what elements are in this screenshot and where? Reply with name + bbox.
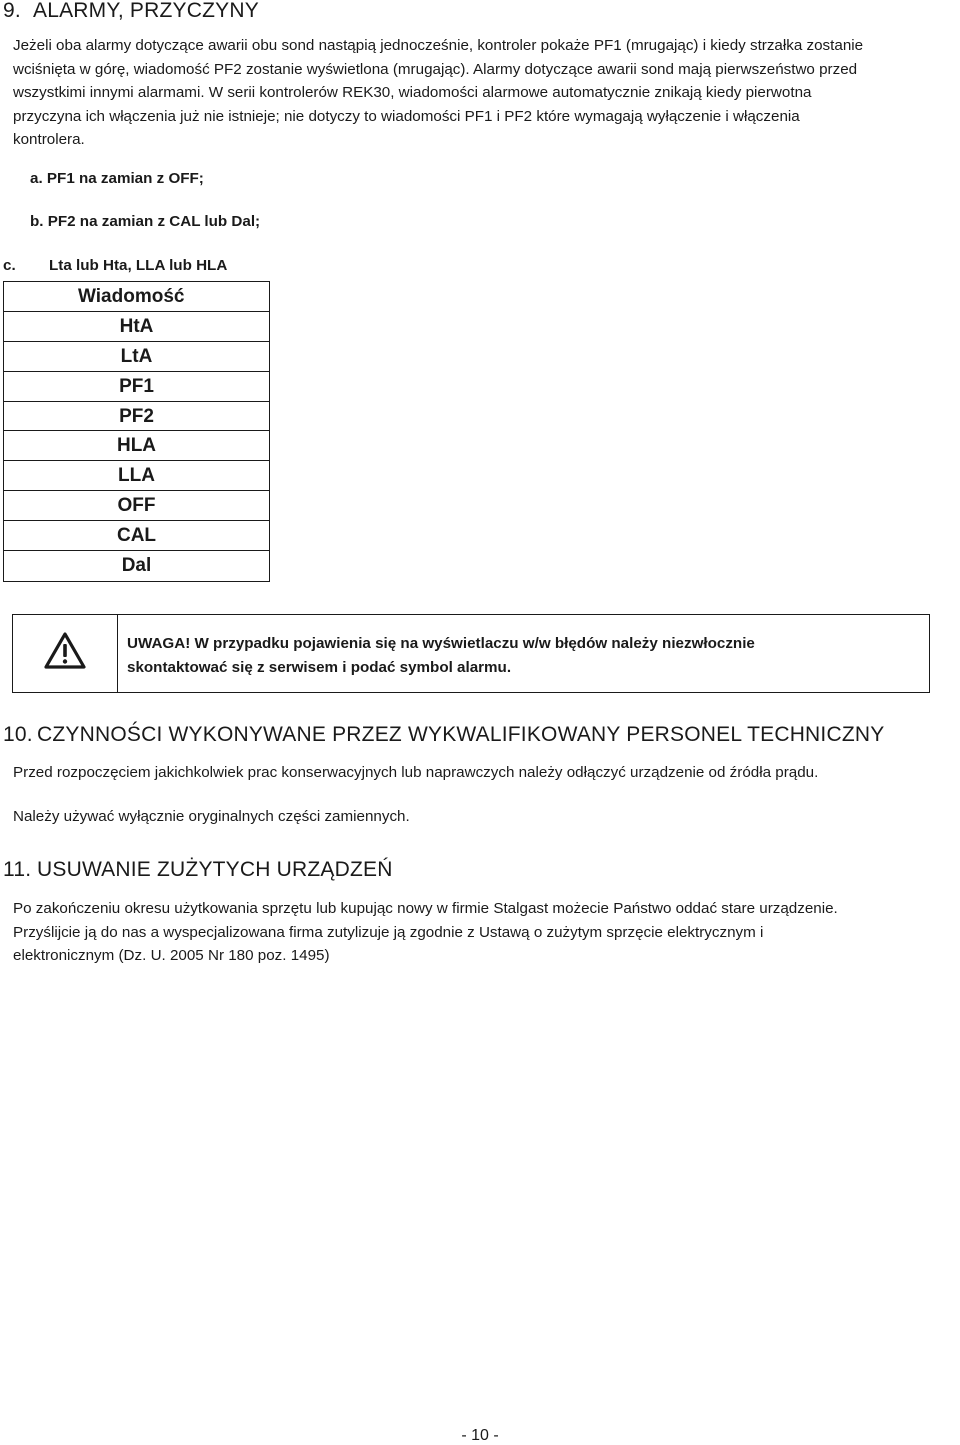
warning-box xyxy=(12,614,930,693)
section-11-number: 11. xyxy=(3,858,32,881)
list-item-c xyxy=(3,257,227,274)
paragraph-line: elektronicznym (Dz. U. 2005 Nr 180 poz. 1495) xyxy=(13,947,330,964)
message-table xyxy=(3,281,270,582)
list-item-text: PF1 na zamian z OFF; xyxy=(46,170,204,187)
message-table-row: LLA xyxy=(4,461,269,491)
warning-triangle-icon xyxy=(43,631,87,671)
list-item-text: Lta lub Hta, LLA lub HLA xyxy=(49,257,228,274)
list-item-b xyxy=(30,213,260,230)
warning-text xyxy=(127,632,755,679)
message-table-row: LtA xyxy=(4,342,269,372)
message-table-header: Wiadomość xyxy=(4,282,269,312)
message-table-row: PF1 xyxy=(4,372,269,402)
list-item-a xyxy=(30,170,204,187)
section-10-number: 10. xyxy=(3,723,33,746)
section-10-paragraph-1: Przed rozpoczęciem jakichkolwiek prac konserwacyjnych lub naprawczych należy odłączyć urządzenie od źródła prądu. xyxy=(13,764,819,781)
message-table-row: PF2 xyxy=(4,402,269,432)
list-item-mark: b. xyxy=(30,213,44,230)
paragraph-line: Przyślijcie ją do nas a wyspecjalizowana firma zutylizuje ją zgodnie z Ustawą o zużytym sprzęcie elektrycznym i xyxy=(13,923,764,941)
paragraph-line: Jeżeli oba alarmy dotyczące awarii obu sond nastąpią jednocześnie, kontroler pokaże PF1 (mrugając) i kiedy strzałka zostanie xyxy=(13,37,864,54)
paragraph-line: Po zakończeniu okresu użytkowania sprzętu lub kupując nowy w firmie Stalgast możecie Państwo oddać stare urządzenie. xyxy=(13,900,838,917)
list-item-mark: c. xyxy=(3,257,16,274)
message-table-row: Dal xyxy=(121,555,152,577)
section-11-heading xyxy=(3,858,393,882)
section-10-title: CZYNNOŚCI WYKONYWANE PRZEZ WYKWALIFIKOWANY PERSONEL TECHNICZNY xyxy=(37,723,885,746)
warning-divider xyxy=(117,615,118,692)
section-9-heading xyxy=(3,0,259,23)
page-number: - 10 - xyxy=(461,1427,499,1444)
message-table-row: CAL xyxy=(4,521,269,551)
section-11-paragraph xyxy=(13,897,838,968)
paragraph-line: wszystkimi innymi alarmami. W serii kontrolerów REK30, wiadomości alarmowe automatycznie znikają kiedy pierwotna xyxy=(13,84,812,101)
message-table-row: HLA xyxy=(4,431,269,461)
list-item-text: PF2 na zamian z CAL lub Dal; xyxy=(47,213,261,230)
warning-line: skontaktować się z serwisem i podać symbol alarmu. xyxy=(127,658,512,676)
warning-line: UWAGA! W przypadku pojawienia się na wyświetlaczu w/w błędów należy niezwłocznie xyxy=(127,635,755,652)
section-11-title: USUWANIE ZUŻYTYCH URZĄDZEŃ xyxy=(37,858,393,881)
paragraph-line: przyczyna ich włączenia już nie istnieje; nie dotyczy to wiadomości PF1 i PF2 które wymagają wyłączenie i włączenia xyxy=(13,107,800,125)
section-10-paragraph-2: Należy używać wyłącznie oryginalnych części zamiennych. xyxy=(13,808,410,825)
section-10-heading xyxy=(3,723,884,747)
paragraph-line: kontrolera. xyxy=(13,131,85,148)
section-9-number: 9. xyxy=(3,0,21,22)
message-table-row: OFF xyxy=(4,491,269,521)
message-table-row: HtA xyxy=(4,312,269,342)
list-item-mark: a. xyxy=(30,170,43,187)
section-9-title: ALARMY, PRZYCZYNY xyxy=(33,0,259,22)
paragraph-line: wciśnięta w górę, wiadomość PF2 zostanie wyświetlona (mrugając). Alarmy dotyczące awarii sond mają pierwszeństwo przed xyxy=(13,60,858,78)
section-9-paragraph xyxy=(13,34,863,152)
